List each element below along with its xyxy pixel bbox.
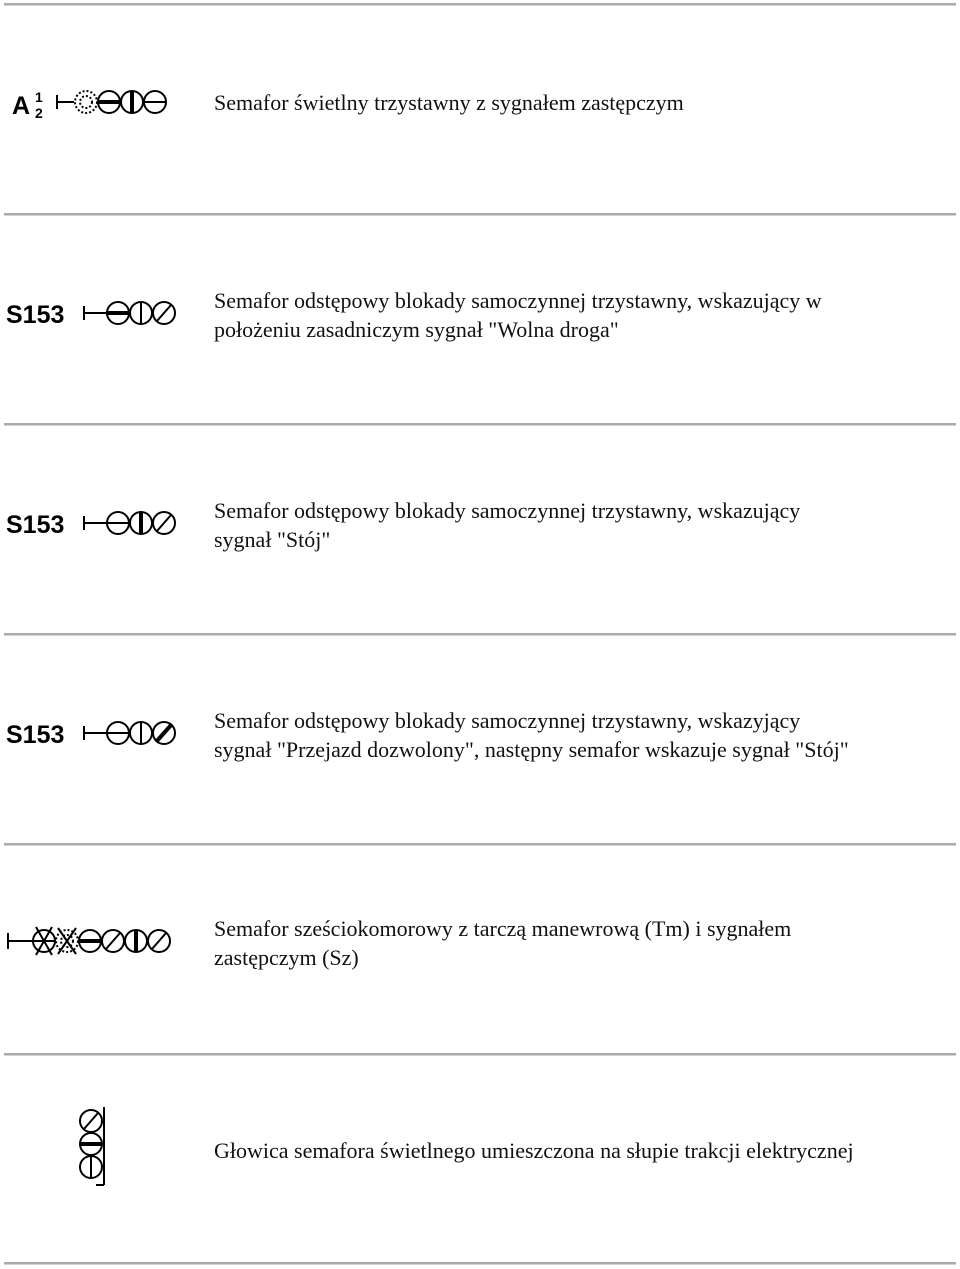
signal-code-superscript: 1 <box>35 89 43 105</box>
signal-code: A <box>12 92 31 120</box>
separator <box>4 1262 956 1265</box>
description: Semafor świetlny trzystawny z sygnałem zastępczym <box>214 90 684 115</box>
signal-code: S153 <box>6 301 65 329</box>
table-row <box>0 630 960 838</box>
table-row <box>0 1050 960 1258</box>
description: Głowica semafora świetlnego umieszczona na słupie trakcji elektrycznej <box>214 1138 854 1163</box>
six-chamber-signal-symbol <box>4 840 204 1048</box>
block-signal-proceed-symbol <box>4 630 204 838</box>
description: Semafor odstępowy blokady samoczynnej trzystawny, wskazyjący sygnał "Przejazd dozwolony", następny semafor wskazuje sygnał "Stój" <box>214 708 849 762</box>
block-signal-stop-symbol <box>4 420 204 628</box>
description: Semafor sześciokomorowy z tarczą manewrową (Tm) i sygnałem zastępczym (Sz) <box>214 916 792 970</box>
description: Semafor odstępowy blokady samoczynnej trzystawny, wskazujący sygnał "Stój" <box>214 498 801 552</box>
table-row <box>0 840 960 1048</box>
table-row <box>0 0 960 208</box>
three-light-signal-with-substitute-signal-symbol <box>4 0 204 208</box>
block-signal-clear-symbol <box>4 210 204 418</box>
table-row <box>0 210 960 418</box>
signal-code-subscript: 2 <box>35 105 43 121</box>
signal-code: S153 <box>6 721 65 749</box>
description: Semafor odstępowy blokady samoczynnej trzystawny, wskazujący w położeniu zasadniczym sygnał "Wolna droga" <box>214 288 822 342</box>
signal-code: S153 <box>6 511 65 539</box>
table-row <box>0 420 960 628</box>
pole-mounted-signal-head-symbol <box>4 1050 204 1258</box>
